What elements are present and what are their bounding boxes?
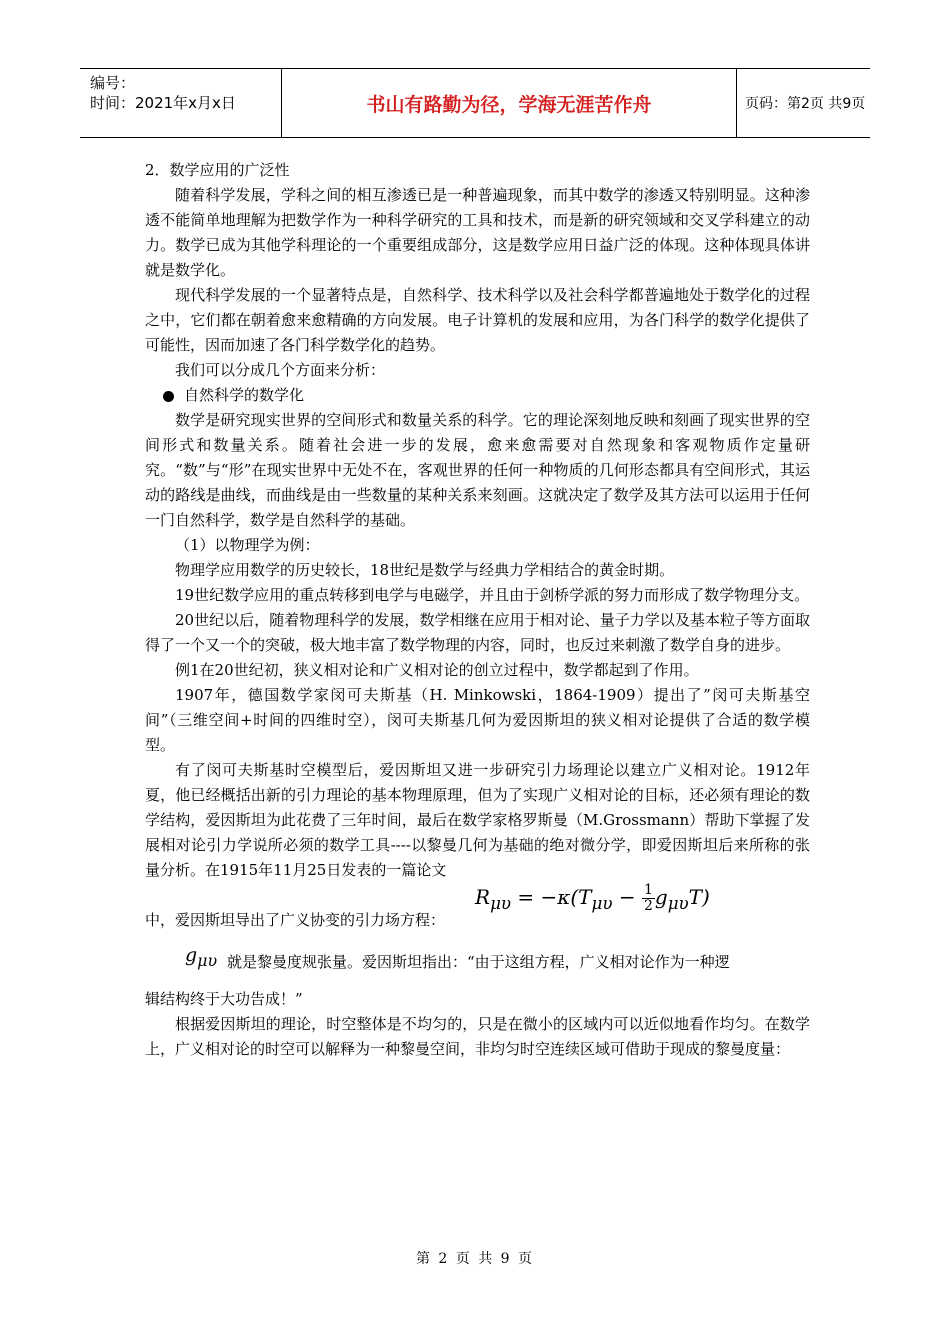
paragraph: 现代科学发展的一个显著特点是，自然科学、技术科学以及社会科学都普遍地处于数学化的过程之中，它们都在朝着愈来愈精确的方向发展。电子计算机的发展和应用，为各门科学的数学化提供了可能性，因而加速了各门科学数学化的趋势。	[145, 286, 810, 354]
header-motto: 书山有路勤为径，学海无涯苦作舟	[282, 69, 737, 137]
paragraph: 就是黎曼度规张量。爱因斯坦指出：“由于这组方程，广义相对论作为一种逻	[227, 953, 730, 971]
formula-subscript: μυ	[591, 894, 613, 913]
bullet-item	[145, 383, 810, 408]
document-date: 时间：2021年x月x日	[90, 94, 236, 112]
metric-tensor-symbol	[185, 943, 217, 973]
document-number-label: 编号：	[90, 74, 136, 92]
sub-heading: （1）以物理学为例：	[175, 536, 320, 554]
paragraph: 数学是研究现实世界的空间形式和数量关系的科学。它的理论深刻地反映和刻画了现实世界的空间形式和数量关系。随着社会进一步的发展，愈来愈需要对自然现象和客观物质作定量研究。“数”与“形”在现实世界中无处不在，客观世界的任何一种物质的几何形态都具有空间形式，其运动的路线是曲线，而曲线是由一些数量的某种关系来刻画。这就决定了数学及其方法可以运用于任何一门自然科学，数学是自然科学的基础。	[145, 411, 810, 529]
paragraph: 物理学应用数学的历史较长，18世纪是数学与经典力学相结合的黄金时期。	[175, 561, 675, 579]
header-meta	[80, 69, 282, 137]
paragraph: 我们可以分成几个方面来分析：	[175, 361, 386, 379]
paragraph: 20世纪以后，随着物理科学的发展，数学相继在应用于相对论、量子力学以及基本粒子等方面取得了一个又一个的突破，极大地丰富了数学物理的内容，同时，也反过来刺激了数学自身的进步。	[145, 611, 810, 654]
paragraph: 1907年，德国数学家闵可夫斯基（H. Minkowski，1864-1909）提出了”闵可夫斯基空间”（三维空间+时间的四维时空），闵可夫斯基几何为爱因斯坦的狭义相对论提供了合适的数学模型。	[145, 686, 810, 754]
formula-symbol: g	[185, 944, 198, 966]
fraction-numerator: 1	[643, 882, 653, 898]
paragraph-tail: 辑结构终于大功告成！”	[145, 990, 303, 1008]
page-footer: 第 2 页 共 9 页	[415, 1251, 535, 1267]
section-heading: 2．数学应用的广泛性	[145, 161, 290, 179]
formula-fraction	[642, 883, 655, 914]
paragraph-tail: 中，爱因斯坦导出了广义协变的引力场方程：	[145, 911, 446, 929]
page-header	[80, 68, 870, 138]
document-body	[145, 158, 810, 1062]
paragraph: 有了闵可夫斯基时空模型后，爱因斯坦又进一步研究引力场理论以建立广义相对论。1912年夏，他已经概括出新的引力理论的基本物理原理，但为了实现广义相对论的目标，还必须有理论的数学结构，爱因斯坦为此花费了三年时间，最后在数学家格罗斯曼（M.Grossmann）帮助下掌握了发展相对论引力学说所必须的数学工具----以黎曼几何为基础的绝对微分学，即爱因斯坦后来所称的张量分析。在1915年11月25日发表的一篇论文	[145, 761, 810, 879]
metric-tensor-row	[145, 943, 810, 987]
formula-subscript: μυ	[667, 894, 689, 913]
formula-symbol: g	[654, 885, 668, 909]
paragraph: 例1在20世纪初，狭义相对论和广义相对论的创立过程中，数学都起到了作用。	[175, 661, 699, 679]
paragraph: 随着科学发展，学科之间的相互渗透已是一种普遍现象，而其中数学的渗透又特别明显。这种渗透不能简单地理解为把数学作为一种科学研究的工具和技术，而是新的研究领域和交叉学科建立的动力。数学已成为其他学科理论的一个重要组成部分，这是数学应用日益广泛的体现。这种体现具体讲就是数学化。	[145, 186, 810, 279]
bullet-text: 自然科学的数学化	[184, 386, 305, 404]
formula-subscript: μυ	[490, 894, 512, 913]
formula-symbol: −	[612, 885, 642, 909]
field-equation	[475, 883, 710, 916]
paragraph: 根据爱因斯坦的理论，时空整体是不均匀的，只是在微小的区域内可以近似地看作均匀。在数学上，广义相对论的时空可以解释为一种黎曼空间，非均匀时空连续区域可借助于现成的黎曼度量：	[145, 1015, 810, 1058]
formula-symbol: R	[475, 885, 491, 909]
formula-subscript: μυ	[197, 950, 218, 970]
field-equation-row	[145, 883, 810, 933]
formula-symbol: T)	[688, 885, 710, 909]
paragraph: 19世纪数学应用的重点转移到电学与电磁学，并且由于剑桥学派的努力而形成了数学物理分支。	[175, 586, 810, 604]
formula-symbol: = −κ(T	[511, 885, 592, 909]
fraction-denominator: 2	[643, 898, 653, 914]
bullet-icon	[163, 391, 174, 402]
header-page-info: 页码：第2页 共9页	[745, 96, 866, 112]
